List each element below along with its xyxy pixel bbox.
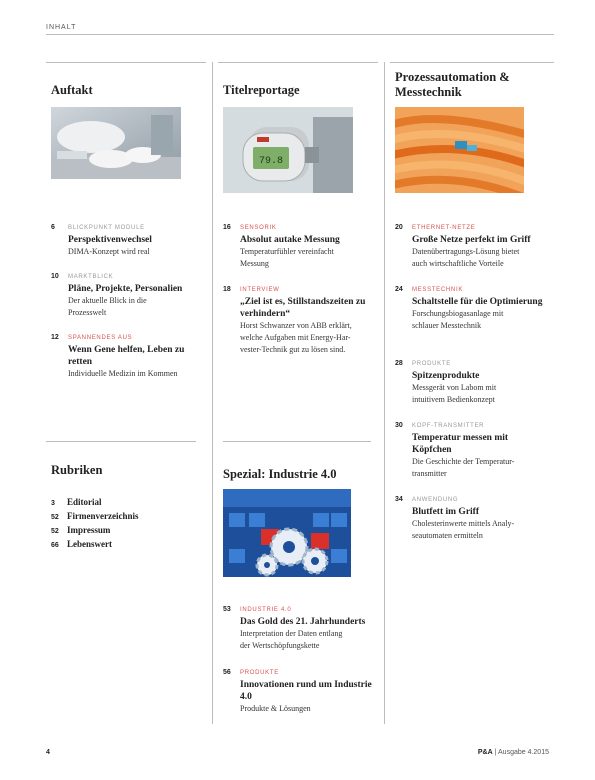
entry-category: ETHERNET-NETZE — [412, 225, 476, 231]
entry-category: MESSTECHNIK — [412, 287, 464, 293]
entry-desc: Prozesswelt — [68, 308, 107, 317]
entry-desc: Die Geschichte der Temperatur- — [412, 457, 515, 466]
entry-desc: welche Aufgaben mit Energy-Har- — [240, 333, 351, 342]
title-line: Prozessautomation & — [395, 70, 510, 84]
col1-top-rule — [46, 62, 206, 63]
page-number: 34 — [395, 496, 403, 503]
page-number: 52 — [51, 528, 59, 535]
rubrik-item[interactable] — [51, 538, 201, 552]
entry-title: Das Gold des 21. Jahrhunderts — [240, 617, 366, 627]
entry-title: Absolut autake Messung — [240, 235, 340, 245]
entry-title: Pläne, Projekte, Personalien — [68, 284, 183, 294]
lab-mouse-photo — [51, 107, 181, 179]
entry-desc: auch wirtschaftliche Vorteile — [412, 259, 504, 268]
entry-title: Temperatur messen mit Köpfchen — [412, 433, 509, 455]
entry-title: Große Netze perfekt im Griff — [412, 235, 531, 245]
page-number: 24 — [395, 286, 403, 293]
entry-desc: Temperaturfühler vereinfacht — [240, 247, 334, 256]
entry-title: Innovationen rund um Industrie 4.0 — [240, 680, 372, 702]
page-number: 18 — [223, 286, 231, 293]
entry-desc: DIMA-Konzept wird real — [68, 247, 150, 256]
column-title-auftakt: Auftakt — [51, 83, 93, 97]
entry-title: Spitzenprodukte — [412, 371, 480, 381]
entry-desc: Cholesterinwerte mittels Analy- — [412, 519, 515, 528]
page-number-footer: 4 — [46, 749, 50, 756]
toc-entry[interactable] — [223, 606, 373, 652]
entry-desc: Messgerät von Labom mit — [412, 383, 497, 392]
entry-desc: der Wertschöpfungskette — [240, 641, 320, 650]
title-line: Messtechnik — [395, 85, 462, 99]
entry-desc: schlauer Messtechnik — [412, 321, 482, 330]
page-number: 52 — [51, 514, 59, 521]
rubriken-top-rule — [46, 441, 196, 442]
entry-category: INDUSTRIE 4.0 — [240, 607, 292, 613]
entry-category: BLICKPUNKT MODULE — [68, 225, 145, 231]
rubrik-label: Editorial — [67, 497, 102, 507]
entry-desc: vester-Technik gut zu lösen sind. — [240, 345, 346, 354]
toc-entry[interactable] — [395, 224, 545, 270]
entry-category: MARKTBLICK — [68, 274, 114, 280]
entry-desc: Produkte & Lösungen — [240, 704, 311, 713]
spezial-top-rule — [223, 441, 371, 442]
column-title-rubriken: Rubriken — [51, 463, 103, 477]
col3-top-rule — [390, 62, 554, 63]
page-number: 16 — [223, 224, 231, 231]
entry-title: Blutfett im Griff — [412, 507, 480, 517]
rubrik-item[interactable] — [51, 524, 201, 538]
entry-category: KOPF-TRANSMITTER — [412, 423, 485, 429]
issue-label: | Ausgabe 4.2015 — [494, 749, 549, 756]
entry-category: PRODUKTE — [240, 670, 279, 676]
toc-entry[interactable] — [223, 224, 363, 270]
entry-desc: Datenübertragungs-Lösung bietet — [412, 247, 520, 256]
entry-title: Wenn Gene helfen, Leben zu retten — [68, 345, 185, 367]
entry-desc: Interpretation der Daten entlang — [240, 629, 343, 638]
rubrik-item[interactable] — [51, 496, 201, 510]
page-number: 10 — [51, 273, 59, 280]
publication-name: P&A — [477, 749, 493, 756]
entry-desc: intuitivem Bedienkonzept — [412, 395, 495, 404]
entry-desc: Der aktuelle Blick in die — [68, 296, 147, 305]
entry-desc: transmitter — [412, 469, 447, 478]
entry-title: Schaltstelle für die Optimierung — [412, 297, 543, 307]
rubrik-label: Lebenswert — [67, 539, 112, 549]
toc-entry[interactable] — [223, 669, 373, 715]
toc-entry[interactable] — [395, 286, 545, 332]
toc-entry[interactable] — [395, 360, 545, 406]
rubrik-label: Firmenverzeichnis — [67, 511, 139, 521]
column-title-titelreportage: Titelreportage — [223, 83, 300, 97]
entry-desc: seautomaten ermitteln — [412, 531, 483, 540]
toc-entry[interactable] — [395, 422, 545, 480]
page-number: 3 — [51, 500, 55, 507]
entry-desc: Messung — [240, 259, 269, 268]
column-title-spezial: Spezial: Industrie 4.0 — [223, 467, 337, 481]
entry-category: SENSORIK — [240, 225, 277, 231]
entry-category: SPANNENDES AUS — [68, 335, 133, 341]
toc-entry[interactable] — [51, 224, 191, 258]
section-label: INHALT — [46, 24, 77, 31]
toc-entry[interactable] — [51, 273, 191, 319]
industrie-gears-illustration — [223, 489, 351, 577]
toc-entry[interactable] — [395, 496, 545, 542]
column-divider-2 — [384, 62, 385, 724]
col2-top-rule — [218, 62, 378, 63]
entry-category: ANWENDUNG — [412, 497, 459, 503]
entry-category: INTERVIEW — [240, 287, 280, 293]
toc-entry[interactable] — [223, 286, 373, 356]
rubrik-label: Impressum — [67, 525, 111, 535]
temperature-transmitter-photo — [223, 107, 353, 193]
entry-desc: Individuelle Medizin im Kommen — [68, 369, 178, 378]
entry-title: „Ziel ist es, Stillstandszeiten zu verhindern“ — [240, 297, 366, 319]
svg-text:79.8: 79.8 — [258, 156, 284, 167]
rubrik-item[interactable] — [51, 510, 201, 524]
entry-title: Perspektivenwechsel — [68, 235, 152, 245]
page-number: 20 — [395, 224, 403, 231]
header-rule — [46, 34, 554, 35]
publication-footer — [478, 749, 549, 756]
page-number: 30 — [395, 422, 403, 429]
page-number: 6 — [51, 224, 55, 231]
entry-category: PRODUKTE — [412, 361, 451, 367]
toc-entry[interactable] — [51, 334, 191, 380]
page-number: 12 — [51, 334, 59, 341]
page-number: 56 — [223, 669, 231, 676]
entry-desc: Horst Schwanzer von ABB erklärt, — [240, 321, 352, 330]
page-number: 53 — [223, 606, 231, 613]
entry-desc: Forschungsbiogasanlage mit — [412, 309, 504, 318]
page-number: 28 — [395, 360, 403, 367]
column-title-prozess — [395, 70, 510, 100]
network-cables-photo — [395, 107, 524, 193]
page-number: 66 — [51, 542, 59, 549]
column-divider-1 — [212, 62, 213, 724]
rubriken-list — [51, 496, 201, 552]
